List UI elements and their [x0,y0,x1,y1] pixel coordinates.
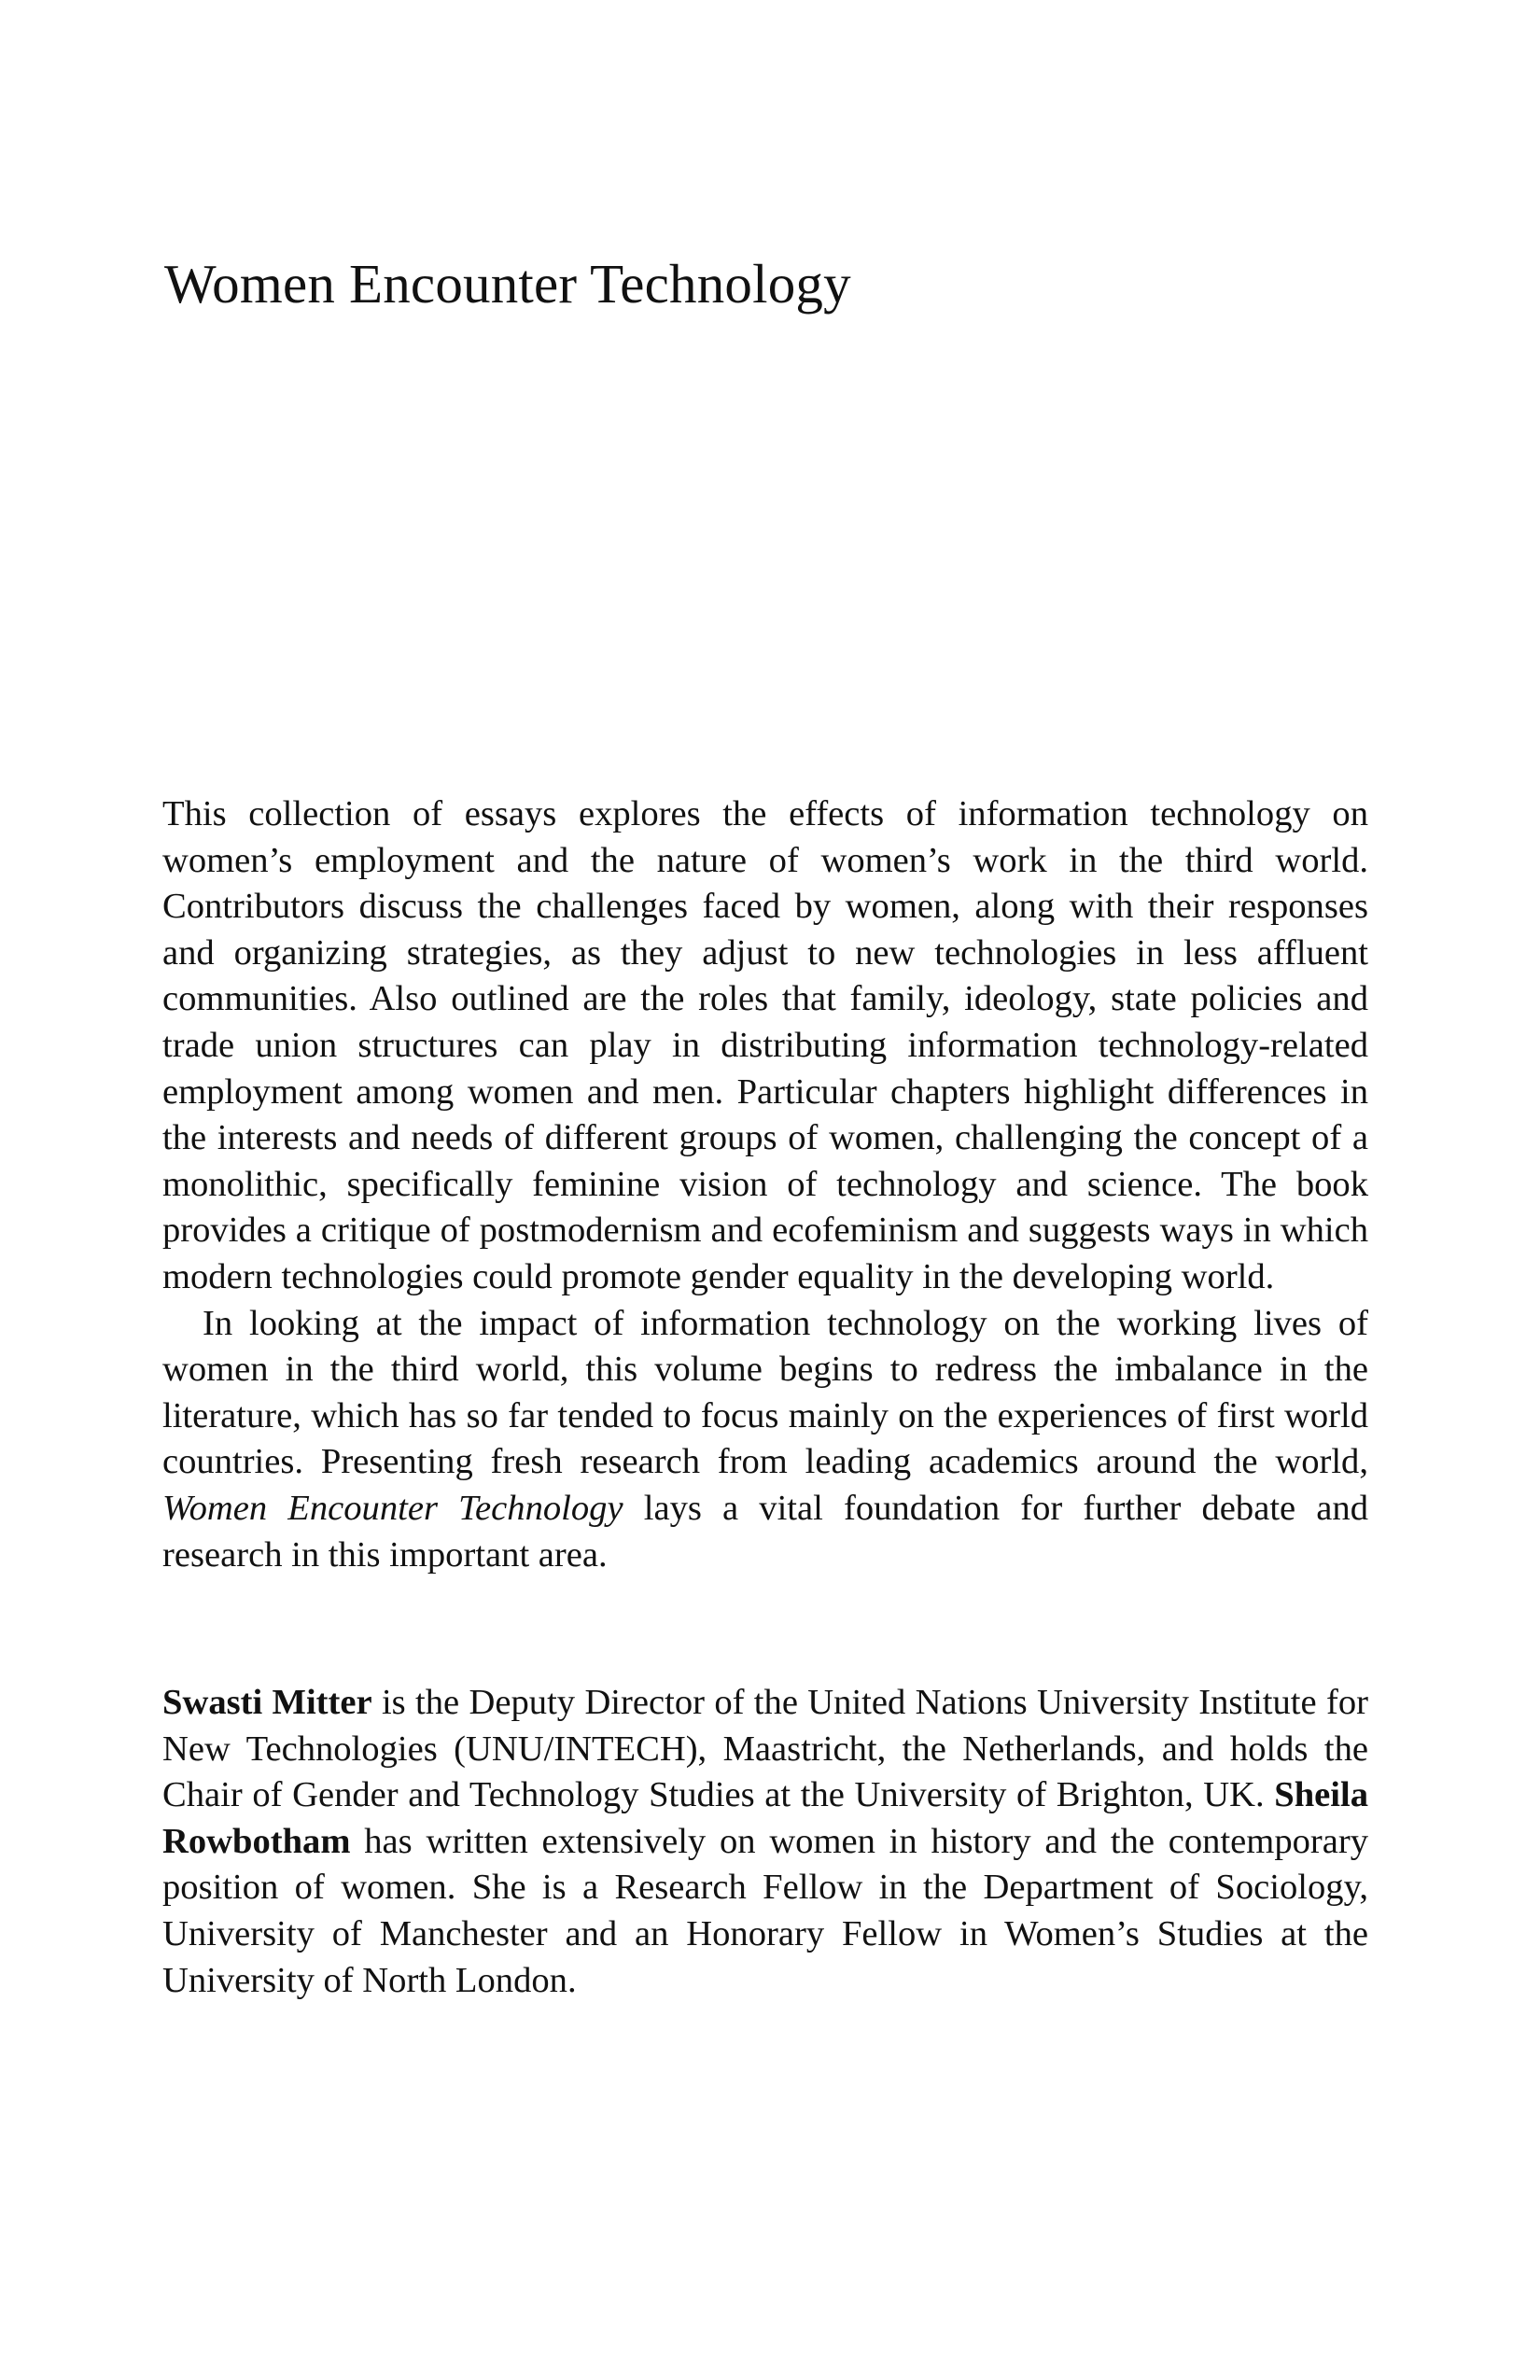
book-title-italic: Women Encounter Technology [162,1488,623,1528]
description-paragraph-2 [162,1301,1368,1579]
description-paragraph-2-start: In looking at the impact of information technology on the working lives of women in the third world, this volume begins to redress the imbalance in the literature, which has so far tended to focus mainly on the experiences of first world countries. Presenting fresh research from leading academics around the world, [162,1303,1368,1482]
author-name-rowbotham: Sheila Rowbotham [162,1775,1368,1861]
author-bios [162,1680,1368,2004]
author-bio-rowbotham: has written extensively on women in history and the contemporary position of women. She is a Research Fellow in the Department of Sociology, University of Manchester and an Honorary Fellow in Women’s Studies at the University of North London. [162,1821,1368,2000]
book-description [162,791,1368,1578]
description-paragraph-1: This collection of essays explores the effects of information technology on women’s employment and the nature of women’s work in the third world. Contributors discuss the challenges faced by women, along with their responses and organizing strategies, as they adjust to new technologies in less affluent communities. Also outlined are the roles that family, ideology, state policies and trade union structures can play in distributing information technology-related employment among women and men. Particular chapters highlight differences in the interests and needs of different groups of women, challenging the concept of a monolithic, specifically feminine vision of technology and science. The book provides a critique of postmodernism and ecofeminism and suggests ways in which modern technologies could promote gender equality in the developing world. [162,794,1368,1296]
description-paragraph-2-end: lays a vital foundation for further debate and research in this important area. [162,1488,1369,1575]
author-bio-paragraph [162,1680,1368,2004]
page-title: Women Encounter Technology [164,253,851,315]
author-name-mitter: Swasti Mitter [162,1683,372,1722]
author-bio-mitter: is the Deputy Director of the United Nations University Institute for New Technologies (UNU/INTECH), Maastricht, the Netherlands, and holds the Chair of Gender and Technology Studies at the University of Brighton, UK. [162,1683,1368,1815]
